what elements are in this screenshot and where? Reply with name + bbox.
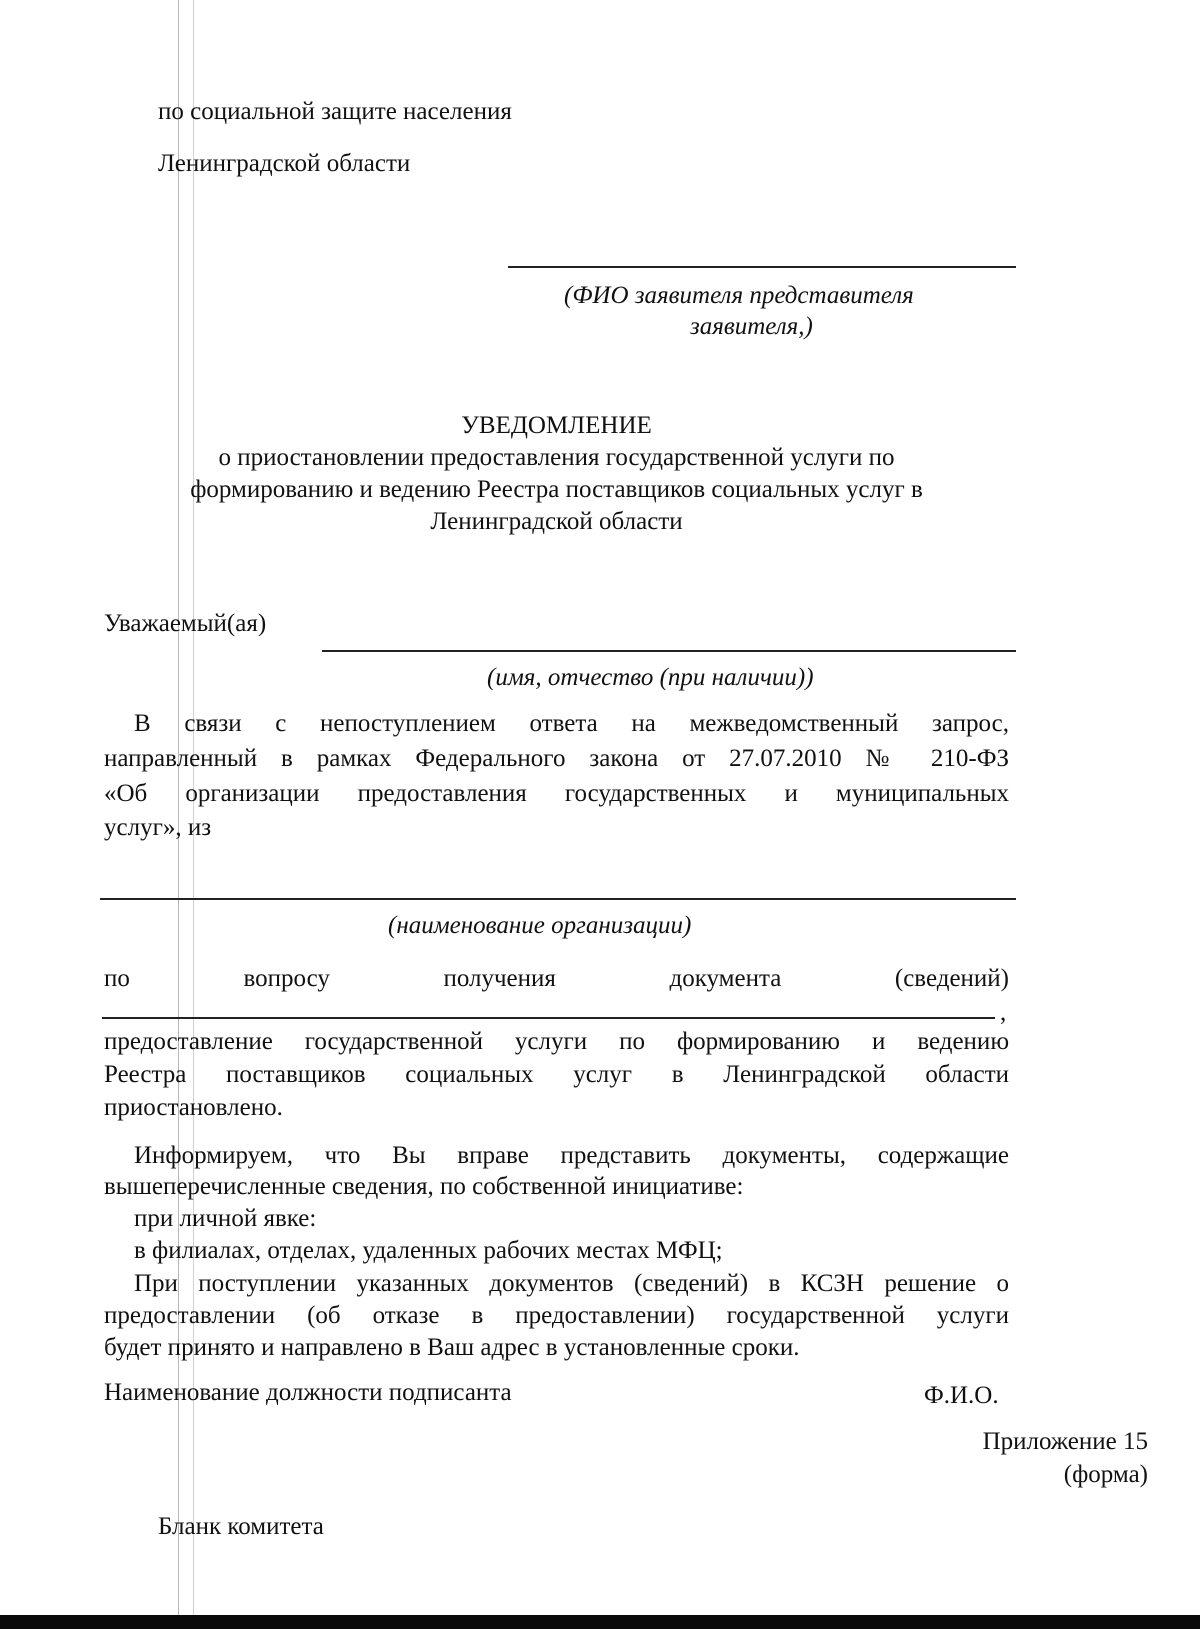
paragraph3-line-4: в филиалах, отделах, удаленных рабочих местах МФЦ;	[134, 1237, 723, 1264]
document-field-comma: ,	[1000, 999, 1007, 1026]
header-line-2: Ленинградской области	[158, 150, 411, 177]
signatory-name-label: Ф.И.О.	[924, 1382, 999, 1409]
paragraph1-line-3: «Об организации предоставления государственных и муниципальных	[104, 780, 1009, 807]
title-subline-3: Ленинградской области	[430, 508, 683, 535]
question-word-2: вопросу	[243, 965, 330, 992]
title-subline-1: о приостановлении предоставления государственной услуги по	[218, 444, 895, 471]
recipient-name-field-line[interactable]	[508, 266, 1016, 268]
appendix-form-note: (форма)	[1063, 1461, 1148, 1488]
addressee-caption: (имя, отчество (при наличии))	[487, 664, 814, 691]
signatory-position-label: Наименование должности подписанта	[104, 1379, 512, 1406]
document-title: УВЕДОМЛЕНИЕ	[461, 412, 652, 439]
paragraph3-line-3: при личной явке:	[134, 1205, 317, 1232]
question-word-3: получения	[443, 965, 556, 992]
greeting-label: Уважаемый(ая)	[104, 610, 267, 637]
letterhead-label: Бланк комитета	[158, 1513, 324, 1540]
paragraph1-line-1: В связи с непоступлением ответа на межведомственный запрос,	[134, 710, 1009, 737]
paragraph2-line-3: приостановлено.	[104, 1094, 283, 1121]
paragraph3-line-6: предоставлении (об отказе в предоставлении) государственной услуги	[104, 1302, 1009, 1329]
paragraph3-line-5: При поступлении указанных документов (сведений) в КСЗН решение о	[134, 1270, 1009, 1297]
paragraph1-line-2: направленный в рамках Федерального закона от 27.07.2010 № 210-ФЗ	[104, 745, 1009, 772]
organization-caption: (наименование организации)	[388, 912, 692, 939]
question-row	[104, 963, 1009, 995]
recipient-caption-line-1: (ФИО заявителя представителя	[564, 282, 914, 309]
paragraph3-line-7: будет принято и направлено в Ваш адрес в установленные сроки.	[104, 1334, 800, 1361]
addressee-name-field-line[interactable]	[322, 650, 1016, 652]
recipient-caption-line-2: заявителя,)	[690, 313, 813, 340]
header-line-1: по социальной защите населения	[158, 98, 512, 125]
paragraph3-line-1: Информируем, что Вы вправе представить документы, содержащие	[134, 1142, 1009, 1169]
paragraph2-line-2: Реестра поставщиков социальных услуг в Ленинградской области	[104, 1061, 1009, 1088]
paragraph2-line-1: предоставление государственной услуги по формированию и ведению	[104, 1028, 1009, 1055]
organization-field-line[interactable]	[100, 898, 1016, 900]
title-subline-2: формированию и ведению Реестра поставщиков социальных услуг в	[190, 476, 923, 503]
document-field-line[interactable]	[102, 1017, 995, 1019]
question-word-4: документа	[669, 965, 782, 992]
question-word-1: по	[104, 965, 130, 992]
appendix-number: Приложение 15	[982, 1428, 1148, 1455]
paragraph1-line-4: услуг», из	[104, 814, 212, 841]
question-word-5: (сведений)	[894, 965, 1009, 992]
paragraph3-line-2: вышеперечисленные сведения, по собственной инициативе:	[104, 1173, 744, 1200]
scan-bottom-border	[0, 1615, 1200, 1629]
